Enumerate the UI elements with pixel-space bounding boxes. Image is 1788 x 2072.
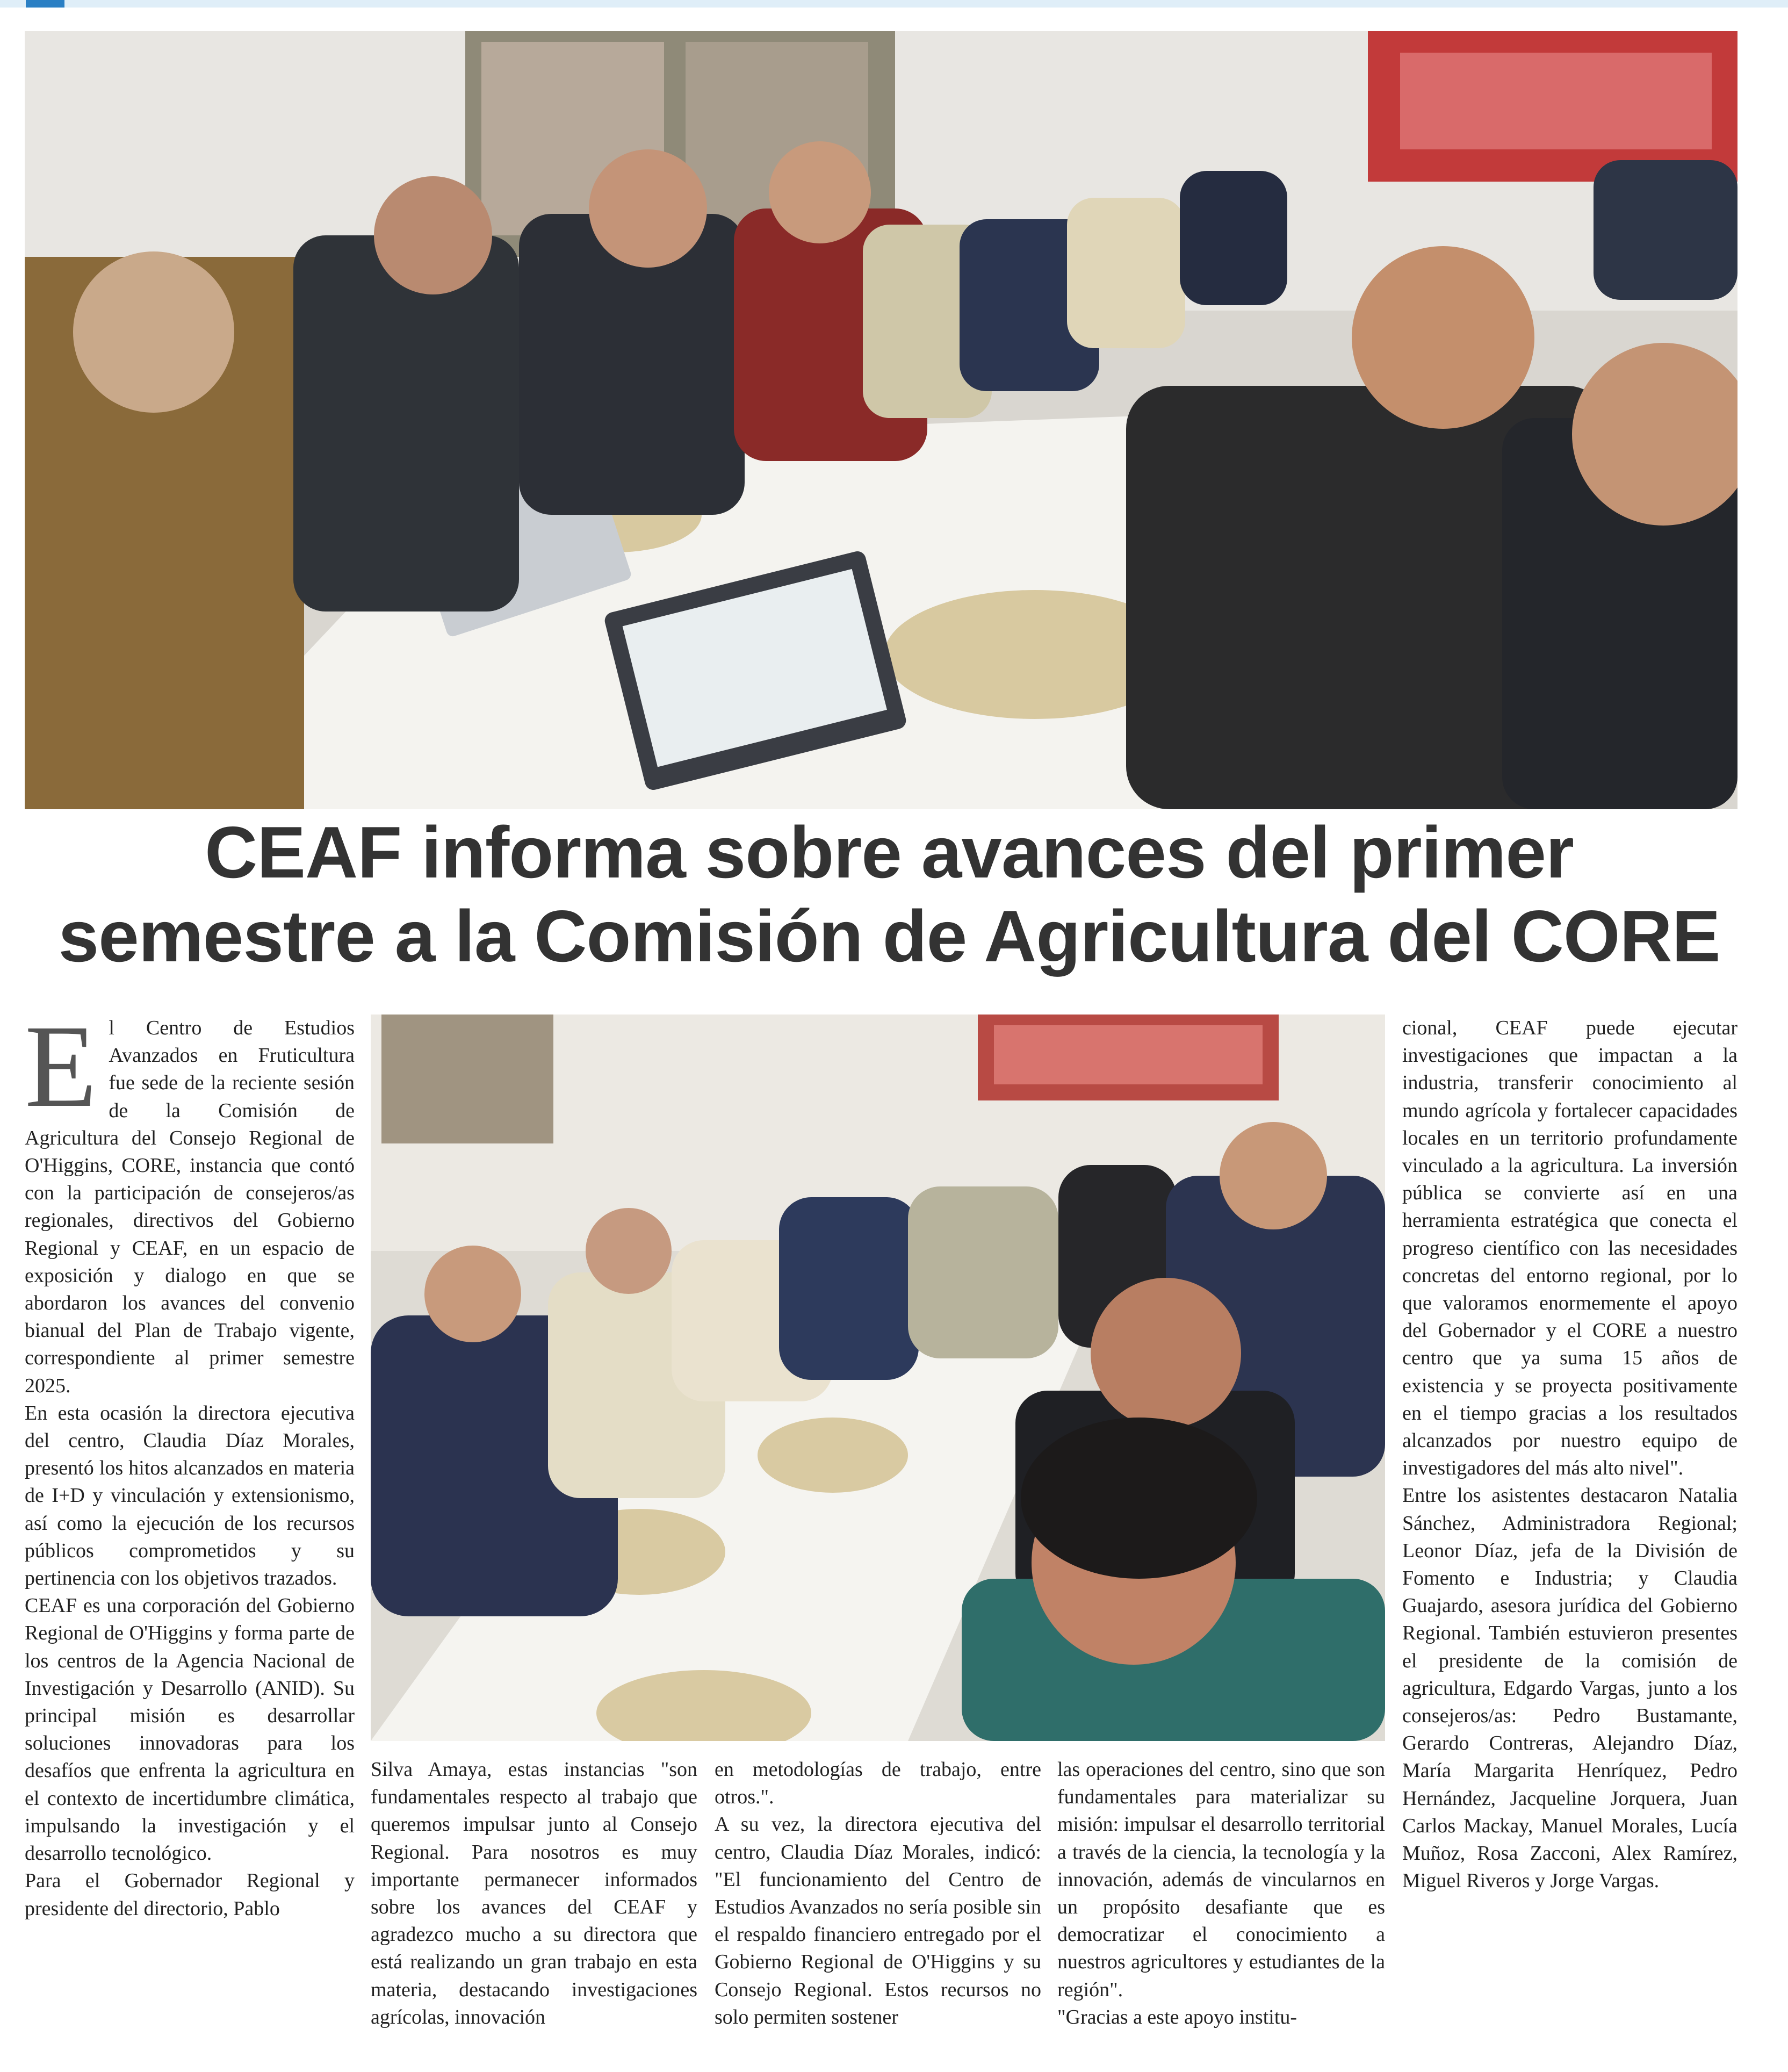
paragraph: En esta ocasión la directora ejecutiva del centro, Claudia Díaz Morales, presentó los hitos alcanzados en materia de I+D y vinculación y extensionismo, así como la ejecución de los recursos públicos comprometidos y su pertinencia con los objetivos trazados.	[25, 1401, 355, 1590]
paragraph: l Centro de Estudios Avanzados en Fruticultura fue sede de la reciente sesión de la Comisión de Agricultura del Consejo Regional de O'Higgins, CORE, instancia que contó con la participación de consejeros/as regionales, directivos del Gobierno Regional y CEAF, en un espacio de exposición y dialogo en que se abordaron los avances del convenio bianual del Plan de Trabajo vigente, correspondiente al primer semestre 2025.	[25, 1017, 355, 1397]
drop-cap: E	[25, 1001, 97, 1132]
headline-line-2: semestre a la Comisión de Agricultura del CORE	[58, 895, 1720, 977]
article-column-2	[371, 1756, 697, 2072]
article-column-5	[1402, 1015, 1737, 2072]
article-column-4	[1057, 1756, 1385, 2072]
paragraph: Silva Amaya, estas instancias "son fundamentales respecto al trabajo que queremos impulsar junto al Consejo Regional. Para nosotros es muy importante permanecer informados sobre los avances del CEAF y agradezco mucho a su directora que está realizando un gran trabajo en esta materia, destacando investigaciones agrícolas, innovación	[371, 1758, 697, 2028]
article-column-1	[25, 1001, 355, 2072]
inset-meeting-photo	[371, 1015, 1385, 1741]
paragraph: CEAF es una corporación del Gobierno Regional de O'Higgins y forma parte de los centros de la Agencia Nacional de Investigación y Desarrollo (ANID). Su principal misión es desarrollar soluciones innovadoras para los desafíos que enfrenta la agricultura en el contexto de incertidumbre climática, impulsando la investigación y el desarrollo tecnológico.	[25, 1594, 355, 1865]
top-meeting-photo	[25, 31, 1737, 809]
paragraph: A su vez, la directora ejecutiva del centro, Claudia Díaz Morales, indicó: "El funcionamiento del Centro de Estudios Avanzados no sería posible sin el respaldo financiero entregado por el Gobierno Regional de O'Higgins y su Consejo Regional. Estos recursos no solo permiten sostener	[715, 1813, 1041, 2028]
paragraph: las operaciones del centro, sino que son fundamentales para materializar su misión: impulsar el desarrollo territorial a través de la ciencia, la tecnología y la innovación, además de vincularnos en un propósito desafiante que es democratizar el conocimiento a nuestros agricultores y estudiantes de la región".	[1057, 1758, 1385, 2001]
paragraph: cional, CEAF puede ejecutar investigaciones que impactan a la industria, transferir conocimiento al mundo agrícola y fortalecer capacidades locales en un territorio profundamente vinculado a la agricultura. La inversión pública se convierte así en una herramienta estratégica que conecta el progreso científico con las necesidades concretas del entorno regional, por lo que valoramos enormemente el apoyo del Gobernador y el CORE a nuestro centro que ya suma 15 años de existencia y se proyecta positivamente en el tiempo gracias a los resultados alcanzados por nuestro equipo de investigadores del más alto nivel".	[1402, 1017, 1737, 1480]
paragraph: "Gracias a este apoyo institu-	[1057, 2005, 1297, 2028]
article-column-3	[715, 1756, 1041, 2072]
paragraph: Entre los asistentes destacaron Natalia Sánchez, Administradora Regional; Leonor Díaz, jefa de la División de Fomento e Industria; y Claudia Guajardo, asesora jurídica del Gobierno Regional. También estuvieron presentes el presidente de la comisión de agricultura, Edgardo Vargas, junto a los consejeros/as: Pedro Bustamante, Gerardo Contreras, Alejandro Díaz, María Margarita Henríquez, Pedro Hernández, Jacqueline Jorquera, Juan Carlos Mackay, Manuel Morales, Lucía Muñoz, Rosa Zacconi, Alex Ramírez, Miguel Riveros y Jorge Vargas.	[1402, 1484, 1737, 1893]
meeting-photo-icon	[25, 31, 1737, 809]
meeting-photo-icon	[371, 1015, 1385, 1741]
section-tab	[26, 0, 64, 8]
article-headline	[21, 810, 1757, 978]
paragraph: en metodologías de trabajo, entre otros.".	[715, 1758, 1041, 1809]
paragraph: Para el Gobernador Regional y presidente del directorio, Pablo	[25, 1869, 355, 1920]
headline-line-1: CEAF informa sobre avances del primer	[205, 811, 1574, 893]
top-color-bar	[0, 0, 1788, 8]
